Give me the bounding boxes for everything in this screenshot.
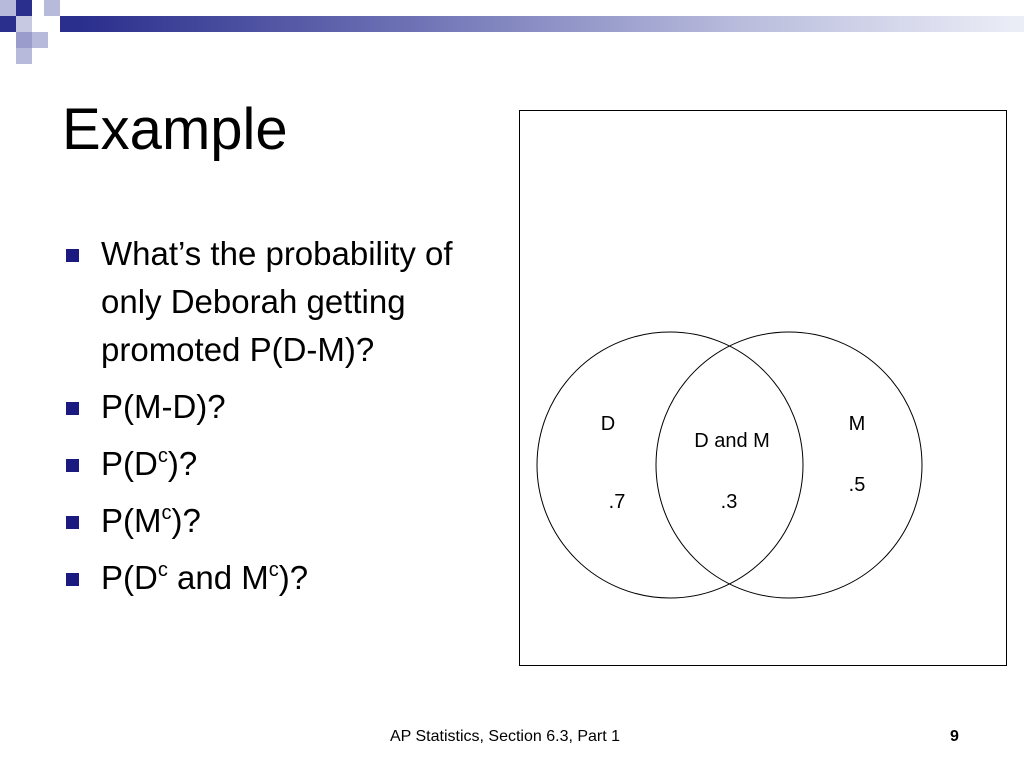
bullet-text: )? xyxy=(171,502,201,539)
slide-title: Example xyxy=(62,97,288,162)
decor-square xyxy=(16,48,32,64)
label-d-and-m: D and M xyxy=(694,430,770,452)
bullet-item xyxy=(64,554,494,602)
bullet-text: P(M xyxy=(101,502,162,539)
decor-square xyxy=(32,16,48,32)
value-d-only: .7 xyxy=(608,491,626,513)
label-m: M xyxy=(848,413,866,435)
bullet-text: and M xyxy=(167,559,269,596)
bullet-item xyxy=(64,440,494,488)
square-bullet-icon xyxy=(66,249,79,262)
decor-square xyxy=(44,0,60,16)
decor-square xyxy=(16,16,32,32)
decor-square xyxy=(16,32,32,48)
bullet-text: )? xyxy=(278,559,309,596)
decor-square xyxy=(0,16,16,32)
venn-diagram xyxy=(519,110,1007,666)
bullet-item xyxy=(64,230,494,374)
square-bullet-icon xyxy=(66,573,79,586)
decor-square xyxy=(0,0,16,16)
bullet-text: )? xyxy=(167,445,198,482)
label-d: D xyxy=(600,413,616,435)
superscript: c xyxy=(157,559,168,581)
venn-diagram-svg xyxy=(519,110,1007,666)
square-bullet-icon xyxy=(66,516,79,529)
superscript: c xyxy=(161,502,172,524)
square-bullet-icon xyxy=(66,459,79,472)
circle-m xyxy=(656,332,922,598)
decor-square xyxy=(60,16,76,32)
value-overlap: .3 xyxy=(720,491,738,513)
header-gradient-bar xyxy=(76,16,1024,32)
decor-square xyxy=(16,0,32,16)
square-bullet-icon xyxy=(66,402,79,415)
bullet-text: P(D xyxy=(101,559,158,596)
bullet-text: P(M-D)? xyxy=(101,388,226,425)
bullet-item xyxy=(64,383,494,431)
header-decoration xyxy=(0,0,1024,70)
superscript: c xyxy=(157,445,168,467)
bullet-list xyxy=(64,230,494,611)
bullet-text: What’s the probability of only Deborah getting promoted P(D-M)? xyxy=(101,235,453,368)
decor-square xyxy=(32,32,48,48)
footer-caption: AP Statistics, Section 6.3, Part 1 xyxy=(390,728,621,745)
bullet-text: P(D xyxy=(101,445,158,482)
sample-space-rectangle xyxy=(520,111,1007,666)
value-m: .5 xyxy=(848,474,866,496)
superscript: c xyxy=(268,559,279,581)
page-number: 9 xyxy=(950,728,959,745)
circle-d xyxy=(537,332,803,598)
bullet-item xyxy=(64,497,494,545)
